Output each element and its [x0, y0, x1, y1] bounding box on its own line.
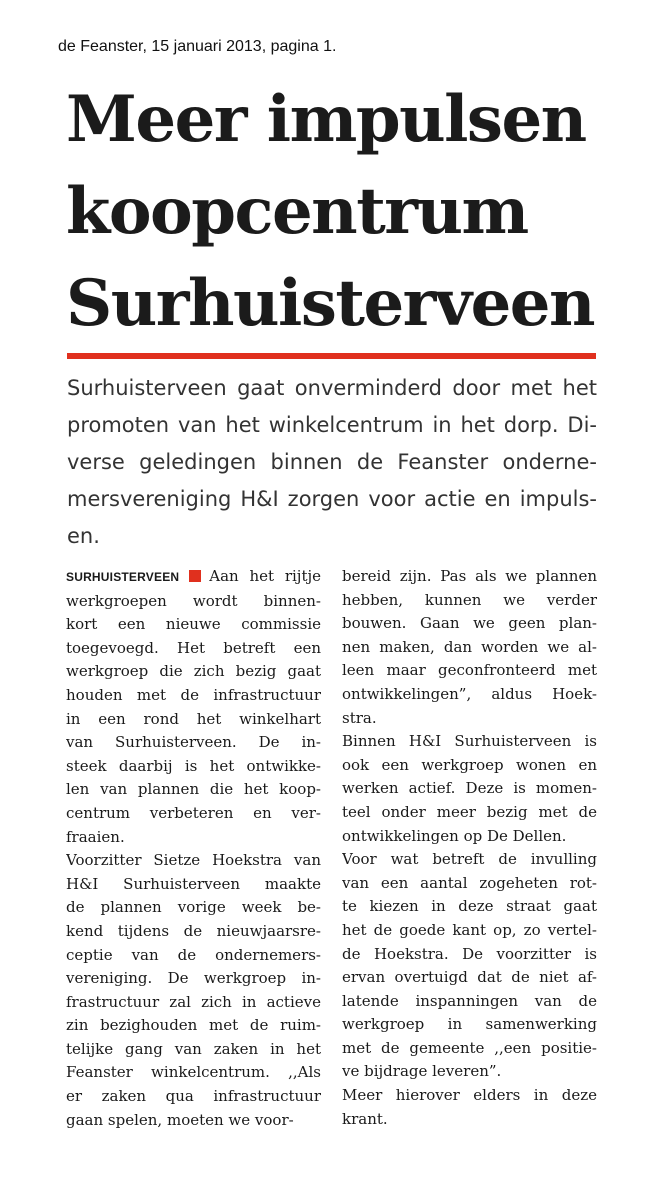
- body-line: fraaien.: [66, 827, 125, 846]
- intro-paragraph: [67, 370, 597, 555]
- body-line: toegevoegd. Het betreft een: [66, 638, 321, 657]
- body-line: ceptie van de ondernemers-: [66, 945, 321, 964]
- body-line: ontwikkelingen”, aldus Hoek-: [342, 684, 597, 703]
- body-line: te kiezen in deze straat gaat: [342, 897, 597, 916]
- intro-line: en.: [67, 524, 100, 548]
- body-line: leen maar geconfronteerd met: [342, 661, 597, 680]
- headline-line: Meer impulsen: [66, 82, 586, 157]
- body-line: van een aantal zogeheten rot-: [342, 873, 597, 892]
- body-line: gaan spelen, moeten we voor-: [66, 1110, 294, 1129]
- body-line: Binnen H&I Surhuisterveen is: [342, 732, 597, 751]
- body-line: vereniging. De werkgroep in-: [66, 969, 321, 988]
- article-column-1: [66, 565, 321, 1132]
- intro-line: promoten van het winkelcentrum in het dorp. Di-: [67, 413, 597, 437]
- body-line: er zaken qua infrastructuur: [66, 1087, 321, 1106]
- body-line: werkgroepen wordt binnen-: [66, 591, 321, 610]
- intro-line: verse geledingen binnen de Feanster onderne-: [67, 450, 597, 474]
- body-line: de plannen vorige week be-: [66, 898, 321, 917]
- body-line: de Hoekstra. De voorzitter is: [342, 944, 597, 963]
- body-line: Aan het rijtje: [209, 567, 321, 585]
- body-line: kend tijdens de nieuwjaarsre-: [66, 921, 321, 940]
- source-line: de Feanster, 15 januari 2013, pagina 1.: [58, 38, 337, 55]
- body-line: zin bezighouden met de ruim-: [66, 1016, 321, 1035]
- headline-line: Surhuisterveen: [66, 266, 595, 341]
- body-line: nen maken, dan worden we al-: [342, 637, 597, 656]
- body-line: werkgroep in samenwerking: [342, 1015, 597, 1034]
- first-line: [66, 565, 321, 590]
- body-line: ook een werkgroep wonen en: [342, 755, 597, 774]
- body-line: Meer hierover elders in deze: [342, 1086, 597, 1105]
- red-divider: [67, 353, 596, 359]
- headline: [66, 74, 626, 350]
- body-line: bouwen. Gaan we geen plan-: [342, 614, 597, 633]
- intro-line: Surhuisterveen gaat onverminderd door met het: [67, 376, 597, 400]
- body-line: ve bijdrage leveren”.: [342, 1062, 502, 1081]
- article-column-2: [342, 565, 597, 1131]
- body-line: centrum verbeteren en ver-: [66, 803, 321, 822]
- body-line: in een rond het winkelhart: [66, 709, 321, 728]
- headline-line: koopcentrum: [66, 174, 528, 249]
- body-line: werken actief. Deze is momen-: [342, 779, 597, 798]
- intro-line: mersvereniging H&I zorgen voor actie en impuls-: [67, 487, 597, 511]
- body-line: van Surhuisterveen. De in-: [66, 733, 321, 752]
- body-line: H&I Surhuisterveen maakte: [66, 874, 321, 893]
- body-line: frastructuur zal zich in actieve: [66, 992, 321, 1011]
- body-line: ontwikkelingen op De Dellen.: [342, 826, 567, 845]
- body-line: het de goede kant op, zo vertel-: [342, 920, 597, 939]
- body-line: Voorzitter Sietze Hoekstra van: [66, 851, 321, 870]
- body-line: hebben, kunnen we verder: [342, 590, 597, 609]
- body-line: krant.: [342, 1109, 388, 1128]
- dateline: SURHUISTERVEEN: [66, 570, 180, 584]
- body-line: telijke gang van zaken in het: [66, 1039, 321, 1058]
- red-square-icon: [189, 570, 201, 582]
- body-line: werkgroep die zich bezig gaat: [66, 662, 321, 681]
- body-line: kort een nieuwe commissie: [66, 615, 321, 634]
- body-line: ervan overtuigd dat de niet af-: [342, 968, 597, 987]
- body-line: teel onder meer bezig met de: [342, 802, 597, 821]
- body-line: steek daarbij is het ontwikke-: [66, 756, 321, 775]
- body-line: len van plannen die het koop-: [66, 780, 321, 799]
- body-line: latende inspanningen van de: [342, 991, 597, 1010]
- body-line: Voor wat betreft de invulling: [342, 850, 597, 869]
- body-line: houden met de infrastructuur: [66, 685, 321, 704]
- body-line: stra.: [342, 708, 377, 727]
- body-line: met de gemeente ,,een positie-: [342, 1038, 597, 1057]
- body-line: bereid zijn. Pas als we plannen: [342, 567, 597, 585]
- body-line: Feanster winkelcentrum. ,,Als: [66, 1063, 321, 1082]
